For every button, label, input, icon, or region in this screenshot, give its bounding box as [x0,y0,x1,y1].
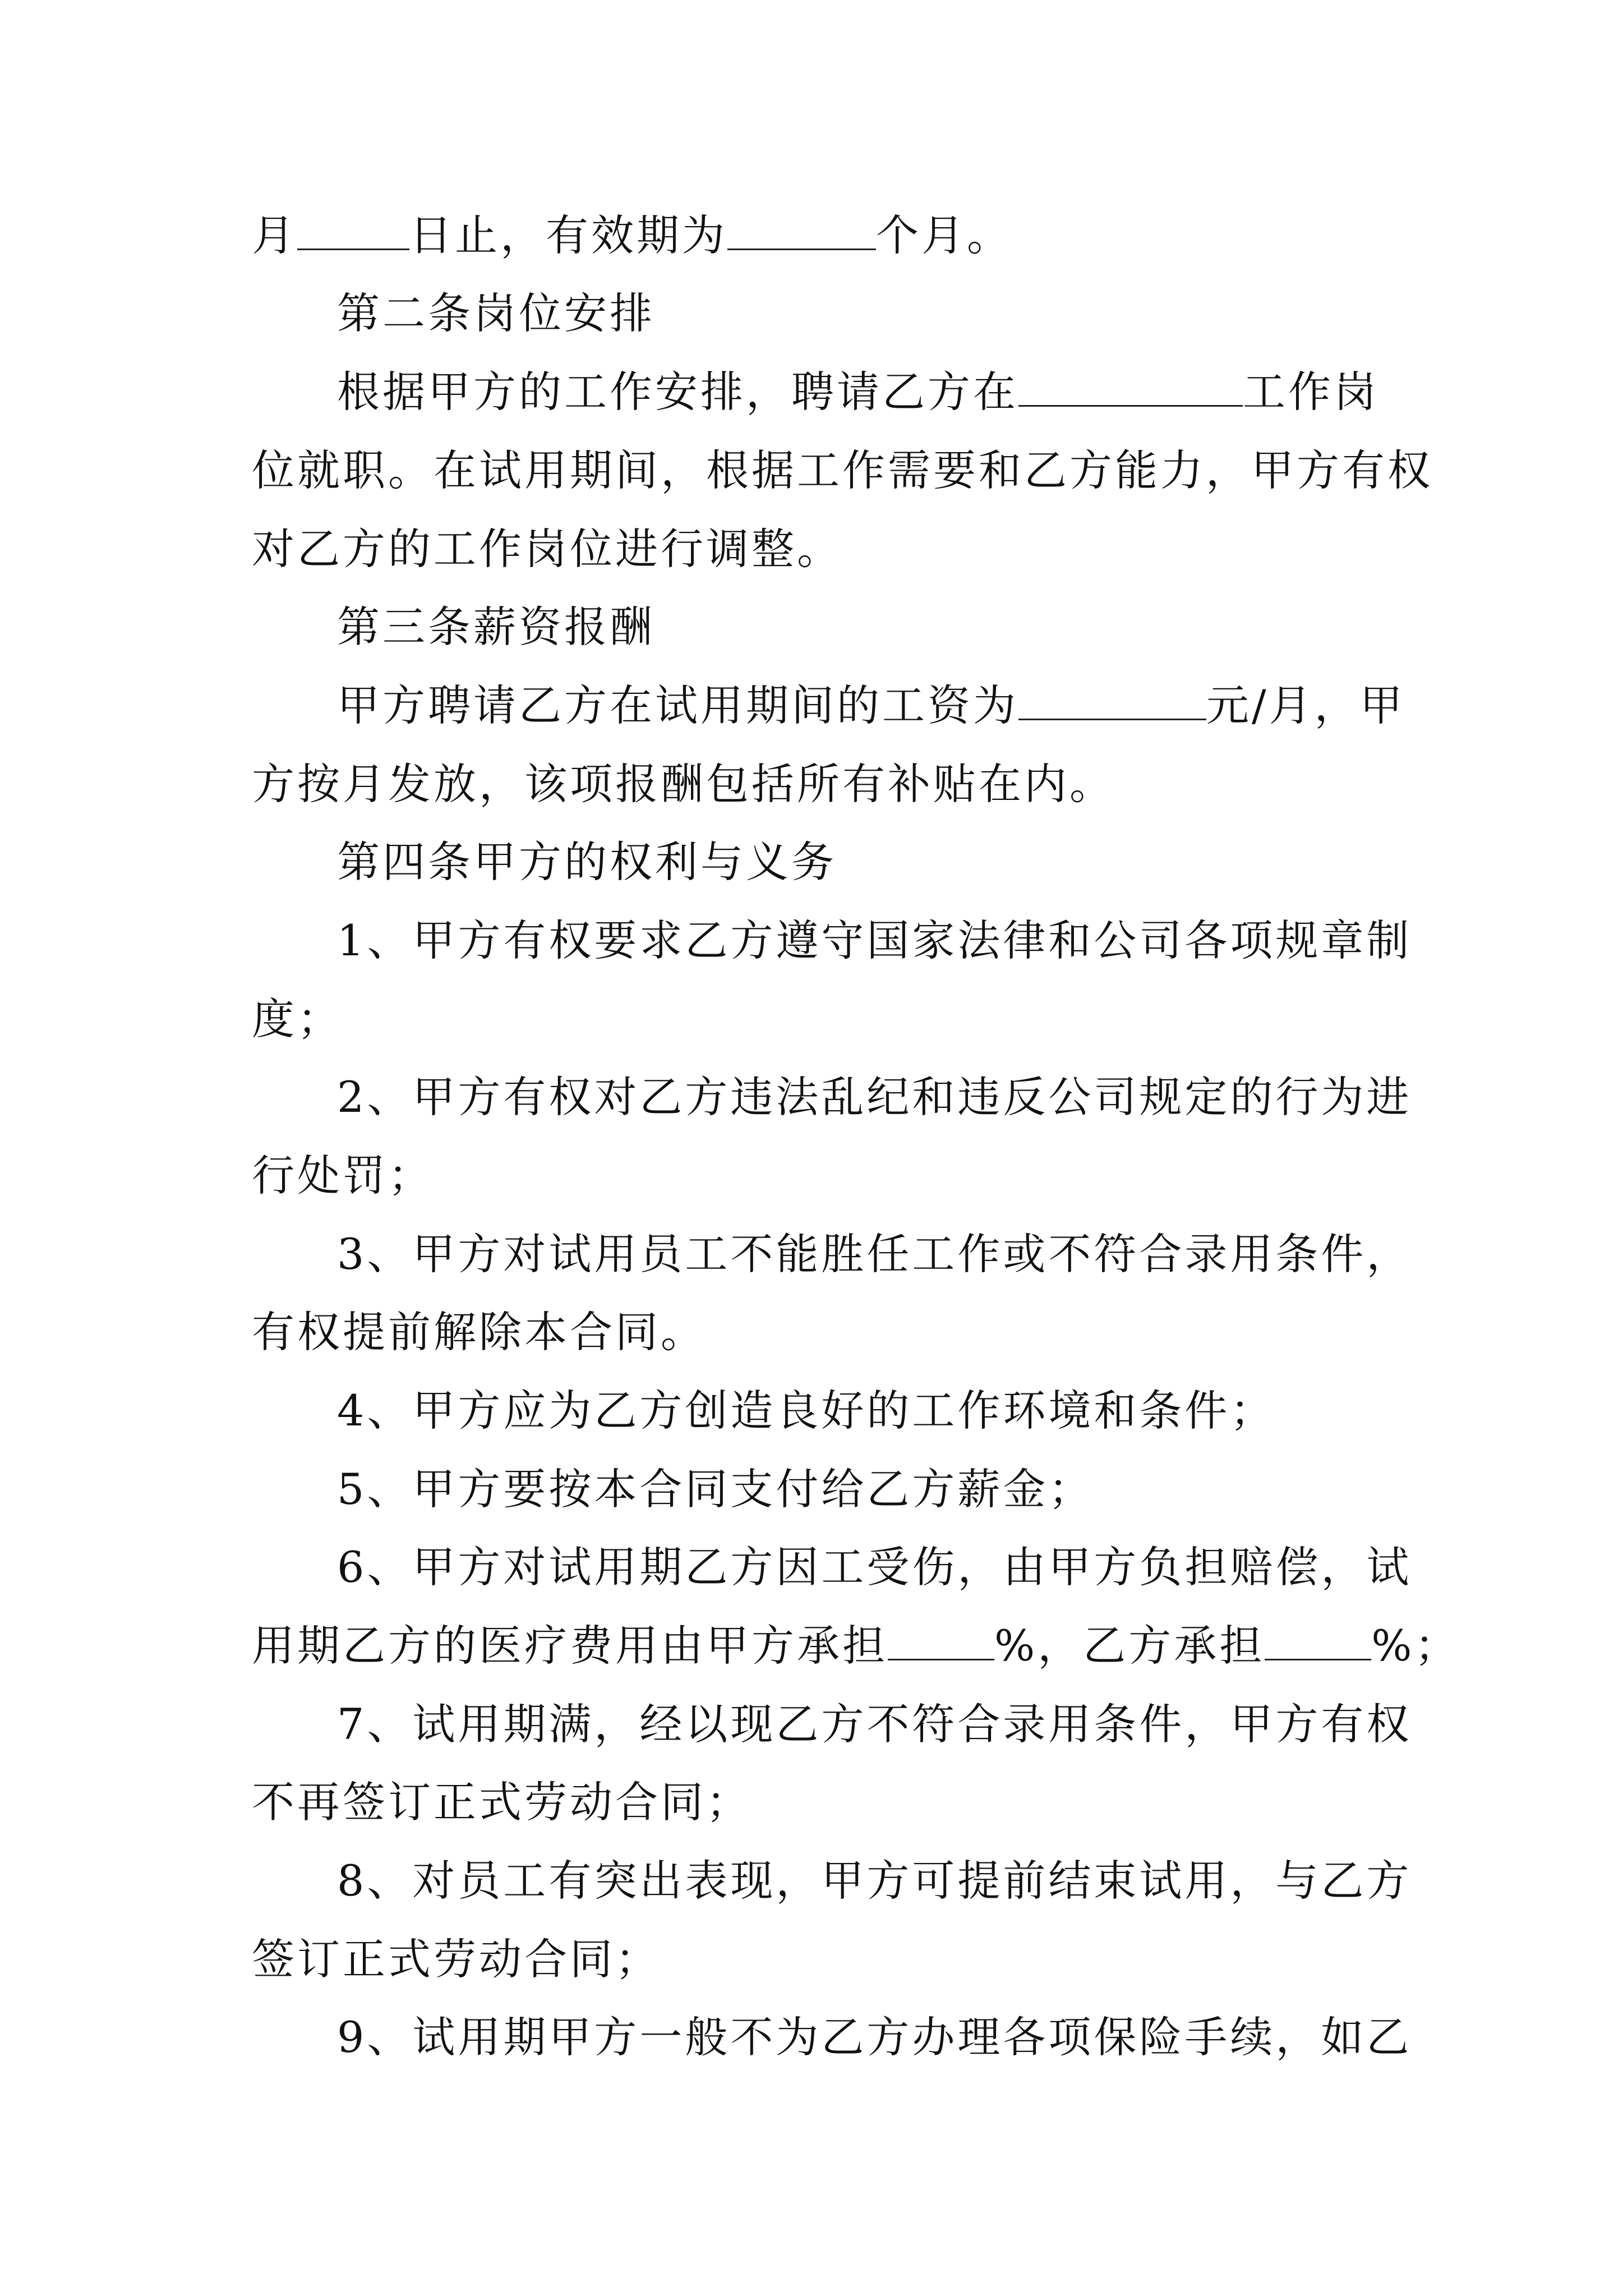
list-item: 9、试用期甲方一般不为乙方办理各项保险手续，如乙 [337,2012,1412,2062]
text-segment: 月 [252,210,297,260]
text-segment: %，乙方承担 [994,1621,1265,1671]
text-segment: 元/月，甲 [1206,680,1405,730]
fill-in-blank [888,1622,994,1660]
fill-in-blank [1018,682,1206,720]
list-item: 2、甲方有权对乙方违法乱纪和违反公司规定的行为进 [337,1072,1412,1122]
list-item: 4、甲方应为乙方创造良好的工作环境和条件； [337,1386,1276,1435]
text-line: 行处罚； [252,1151,434,1200]
text-segment: %； [1371,1621,1460,1671]
text-segment: 日止，有效期为 [409,210,727,260]
text-line: 度； [252,994,343,1044]
text-segment: 个月。 [876,210,1012,260]
fill-in-blank [297,211,409,250]
text-line [252,208,1012,264]
section-heading: 第四条甲方的权利与义务 [337,837,837,887]
fill-in-blank [1265,1622,1371,1660]
text-segment: 工作岗 [1243,367,1379,417]
text-line [337,364,1379,420]
text-segment: 用期乙方的医疗费用由甲方承担 [252,1621,888,1671]
fill-in-blank [727,211,876,250]
list-item: 5、甲方要按本合同支付给乙方薪金； [337,1464,1094,1514]
list-item: 1、甲方有权要求乙方遵守国家法律和公司各项规章制 [337,915,1412,965]
text-line [252,1618,1460,1674]
fill-in-blank [1018,368,1243,407]
text-line: 对乙方的工作岗位进行调整。 [252,524,842,574]
text-line: 签订正式劳动合同； [252,1934,661,1984]
section-heading: 第三条薪资报酬 [337,602,655,652]
list-item: 3、甲方对试用员工不能胜任工作或不符合录用条件， [337,1229,1412,1279]
text-line: 位就职。在试用期间，根据工作需要和乙方能力，甲方有权 [252,445,1433,495]
list-item: 7、试用期满，经以现乙方不符合录用条件，甲方有权 [337,1699,1412,1749]
text-segment: 根据甲方的工作安排，聘请乙方在 [337,367,1018,417]
list-item: 8、对员工有突出表现，甲方可提前结束试用，与乙方 [337,1856,1412,1906]
text-line [337,678,1405,734]
text-line: 不再签订正式劳动合同； [252,1777,751,1827]
text-line: 有权提前解除本合同。 [252,1307,706,1357]
text-segment: 甲方聘请乙方在试用期间的工资为 [337,680,1018,730]
text-line: 方按月发放，该项报酬包括所有补贴在内。 [252,759,1115,809]
list-item: 6、甲方对试用期乙方因工受伤，由甲方负担赔偿，试 [337,1542,1412,1592]
section-heading: 第二条岗位安排 [337,288,655,338]
